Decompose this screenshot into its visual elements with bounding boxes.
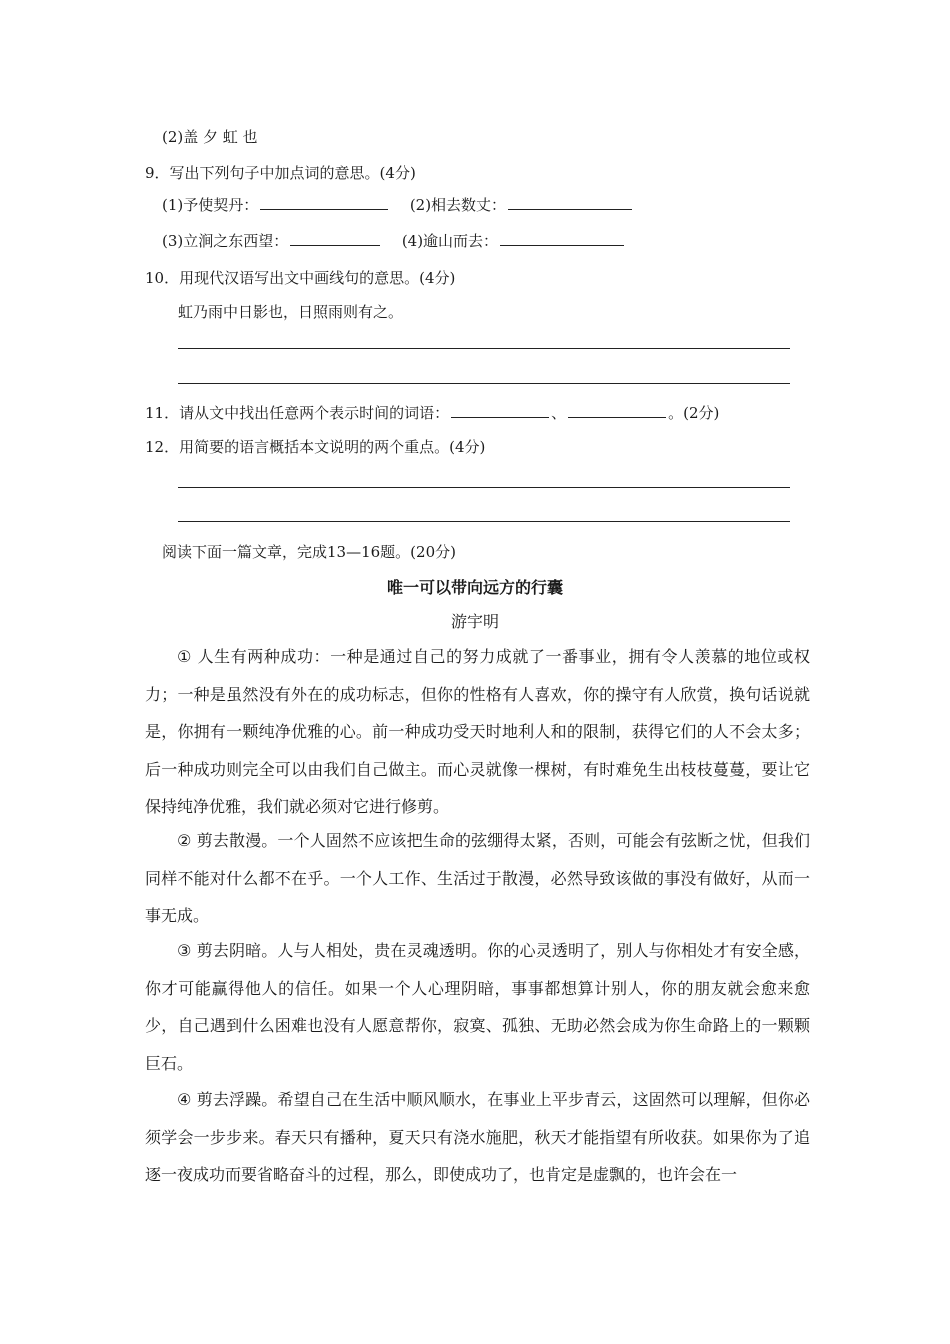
q11-answer-2[interactable] [568,402,666,418]
q12-answer-line-2[interactable] [178,521,790,522]
q12-answer-line-1[interactable] [178,487,790,488]
q11-row [145,402,719,423]
q9-item-4: (4)逾山而去： [401,232,499,250]
q12-prompt: 12．用简要的语言概括本文说明的两个重点。(4分) [145,438,486,456]
q9-row-2 [162,230,626,251]
q9-item-2: (2)相去数丈： [409,196,507,214]
article-paragraph-4: ④ 剪去浮躁。希望自己在生活中顺风顺水，在事业上平步青云，这固然可以理解，但你必须学会一步步来。春天只有播种，夏天只有浇水施肥，秋天才能指望有所收获。如果你为了追逐一夜成功而要省略奋斗的过程，那么，即使成功了，也肯定是虚飘的，也许会在一 [145,1090,810,1184]
q10-answer-line-1[interactable] [178,348,790,349]
article-title: 唯一可以带向远方的行囊 [386,578,563,597]
article-paragraph-3: ③ 剪去阴暗。人与人相处，贵在灵魂透明。你的心灵透明了，别人与你相处才有安全感，你才可能赢得他人的信任。如果一个人心理阴暗，事事都想算计别人，你的朋友就会愈来愈少，自己遇到什么困难也没有人愿意帮你，寂寞、孤独、无助必然会成为你生命路上的一颗颗巨石。 [145,941,810,1073]
reading-instruction: 阅读下面一篇文章，完成13—16题。(20分) [162,543,456,561]
q8-item-2: (2)盖 夕 虹 也 [162,128,258,146]
q10-prompt: 10．用现代汉语写出文中画线句的意思。(4分) [145,269,456,287]
q11-answer-1[interactable] [451,402,549,418]
q9-answer-1[interactable] [260,194,388,210]
article-paragraph-2: ② 剪去散漫。一个人固然不应该把生命的弦绷得太紧，否则，可能会有弦断之忧，但我们 同样不能对什么都不在乎。一个人工作、生活过于散漫，必然导致该做的事没有做好，从而一事无成。 [145,831,810,925]
q10-answer-line-2[interactable] [178,383,790,384]
q9-prompt: 9．写出下列句子中加点词的意思。(4分) [145,164,416,182]
q9-answer-4[interactable] [500,230,624,246]
q10-sentence: 虹乃雨中日影也，日照雨则有之。 [178,303,404,321]
q11-separator: 、 [551,404,567,422]
q9-answer-2[interactable] [508,194,632,210]
q9-item-1: (1)予使契丹： [162,196,259,214]
q9-row-1 [162,194,634,215]
q9-answer-3[interactable] [290,230,380,246]
q11-tail: 。(2分) [668,404,720,422]
article-paragraph-1: ① 人生有两种成功：一种是通过自己的努力成就了一番事业，拥有令人羡慕的地位或权力；一种是虽然没有外在的成功标志，但你的性格有人喜欢，你的操守有人欣赏，换句话说就是，你拥有一颗纯净优雅的心。前一种成功受天时地利人和的限制，获得它们的人不会太多；后一种成功则完全可以由我们自己做主。而心灵就像一棵树，有时难免生出枝枝蔓蔓，要让它保持纯净优雅，我们就必须对它进行修剪。 [145,647,810,816]
q11-prompt: 11．请从文中找出任意两个表示时间的词语： [145,404,450,422]
article-author: 游宇明 [450,612,499,631]
q9-item-3: (3)立涧之东西望： [162,232,289,250]
